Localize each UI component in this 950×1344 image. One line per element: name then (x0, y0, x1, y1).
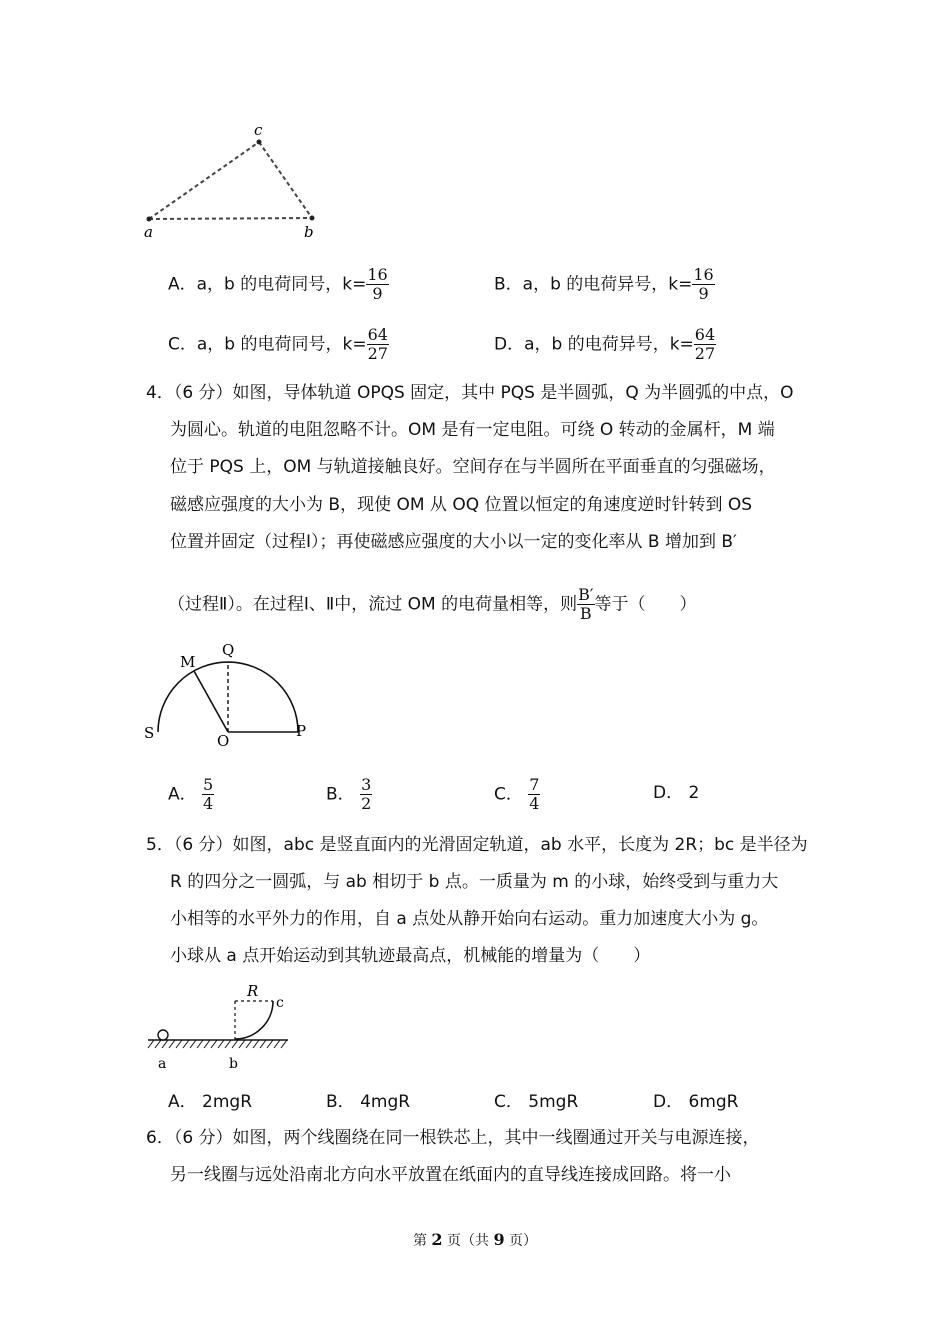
q3-option-a[interactable]: A．a，b 的电荷同号，k= $\frac{16}{9}$ (168, 265, 388, 303)
q4-option-a[interactable]: A． $\frac{5}{4}$ (168, 775, 214, 813)
label-m: M (180, 653, 196, 671)
side-ac (149, 142, 259, 219)
q6-line-1: 6．（6 分）如图，两个线圈绕在同一根铁芯上，其中一线圈通过开关与电源连接， (146, 1128, 760, 1148)
arc-bc (235, 1001, 273, 1039)
q5-option-d[interactable]: D． 6mgR (653, 1092, 739, 1112)
q3-option-d[interactable]: D．a，b 的电荷异号，k= $\frac{64}{27}$ (494, 325, 716, 363)
q5-line-4: 小球从 a 点开始运动到其轨迹最高点，机械能的增量为（ ） (170, 946, 651, 966)
label-c: c (254, 121, 263, 139)
q6-line-2: 另一线圈与远处沿南北方向水平放置在纸面内的直导线连接成回路。将一小 (170, 1165, 731, 1185)
q5-option-a[interactable]: A． 2mgR (168, 1092, 253, 1112)
q5-option-b[interactable]: B． 4mgR (326, 1092, 411, 1112)
q4-line-1: 4．（6 分）如图，导体轨道 OPQS 固定，其中 PQS 是半圆弧，Q 为半圆弧的中点，O (146, 383, 794, 403)
page-number: 2 (431, 1230, 443, 1249)
label-b: b (229, 1056, 238, 1072)
q5-track-figure (140, 980, 300, 1075)
label-s: S (144, 724, 155, 742)
label-b: b (304, 223, 314, 241)
b-ratio-fraction: $\frac{B'}{B}$ (578, 585, 594, 623)
ground-hatching (148, 1040, 287, 1048)
q3-option-b[interactable]: B．a，b 的电荷异号，k= $\frac{16}{9}$ (494, 265, 714, 303)
rod-om (194, 671, 228, 732)
q4-line-3: 位于 PQS 上，OM 与轨道接触良好。空间存在与半圆所在平面垂直的匀强磁场， (170, 457, 776, 477)
total-pages: 9 (493, 1230, 505, 1249)
label-a: a (144, 223, 153, 241)
label-r: R (247, 982, 259, 1000)
side-cb (259, 142, 312, 218)
q4-line-6: （过程Ⅱ）。在过程Ⅰ、Ⅱ中，流过 OM 的电荷量相等，则 $\frac{B'}{B}$ 等于（ ） (168, 585, 697, 623)
label-q: Q (222, 641, 235, 659)
q3-option-c[interactable]: C．a，b 的电荷同号，k= $\frac{64}{27}$ (168, 325, 388, 363)
q4-option-b[interactable]: B． $\frac{3}{2}$ (326, 775, 372, 813)
q4-line-2: 为圆心。轨道的电阻忽略不计。OM 是有一定电阻。可绕 O 转动的金属杆，M 端 (170, 420, 775, 440)
label-a: a (158, 1056, 167, 1072)
q4-option-d[interactable]: D． 2 (653, 783, 700, 803)
q5-option-c[interactable]: C． 5mgR (494, 1092, 579, 1112)
q3-triangle-figure (140, 120, 330, 245)
q4-option-c[interactable]: C． $\frac{7}{4}$ (494, 775, 540, 813)
label-o: O (217, 732, 230, 750)
q4-semicircle-figure (140, 636, 320, 751)
q4-line-5: 位置并固定（过程Ⅰ）；再使磁感应强度的大小以一定的变化率从 B 增加到 B′ (170, 532, 737, 552)
q5-line-3: 小相等的水平外力的作用，自 a 点处从静开始向右运动。重力加速度大小为 g。 (170, 909, 769, 929)
label-c: c (276, 995, 284, 1011)
q5-line-2: R 的四分之一圆弧，与 ab 相切于 b 点。一质量为 m 的小球，始终受到与重力大 (170, 872, 779, 892)
label-p: P (296, 722, 307, 740)
side-ab (149, 218, 312, 219)
page-footer: 第 2 页（共 9 页） (412, 1230, 538, 1249)
q5-line-1: 5．（6 分）如图，abc 是竖直面内的光滑固定轨道，ab 水平，长度为 2R；bc 是半径为 (146, 835, 808, 855)
ball (158, 1030, 168, 1040)
q4-line-4: 磁感应强度的大小为 B，现使 OM 从 OQ 位置以恒定的角速度逆时针转到 OS (170, 495, 753, 515)
